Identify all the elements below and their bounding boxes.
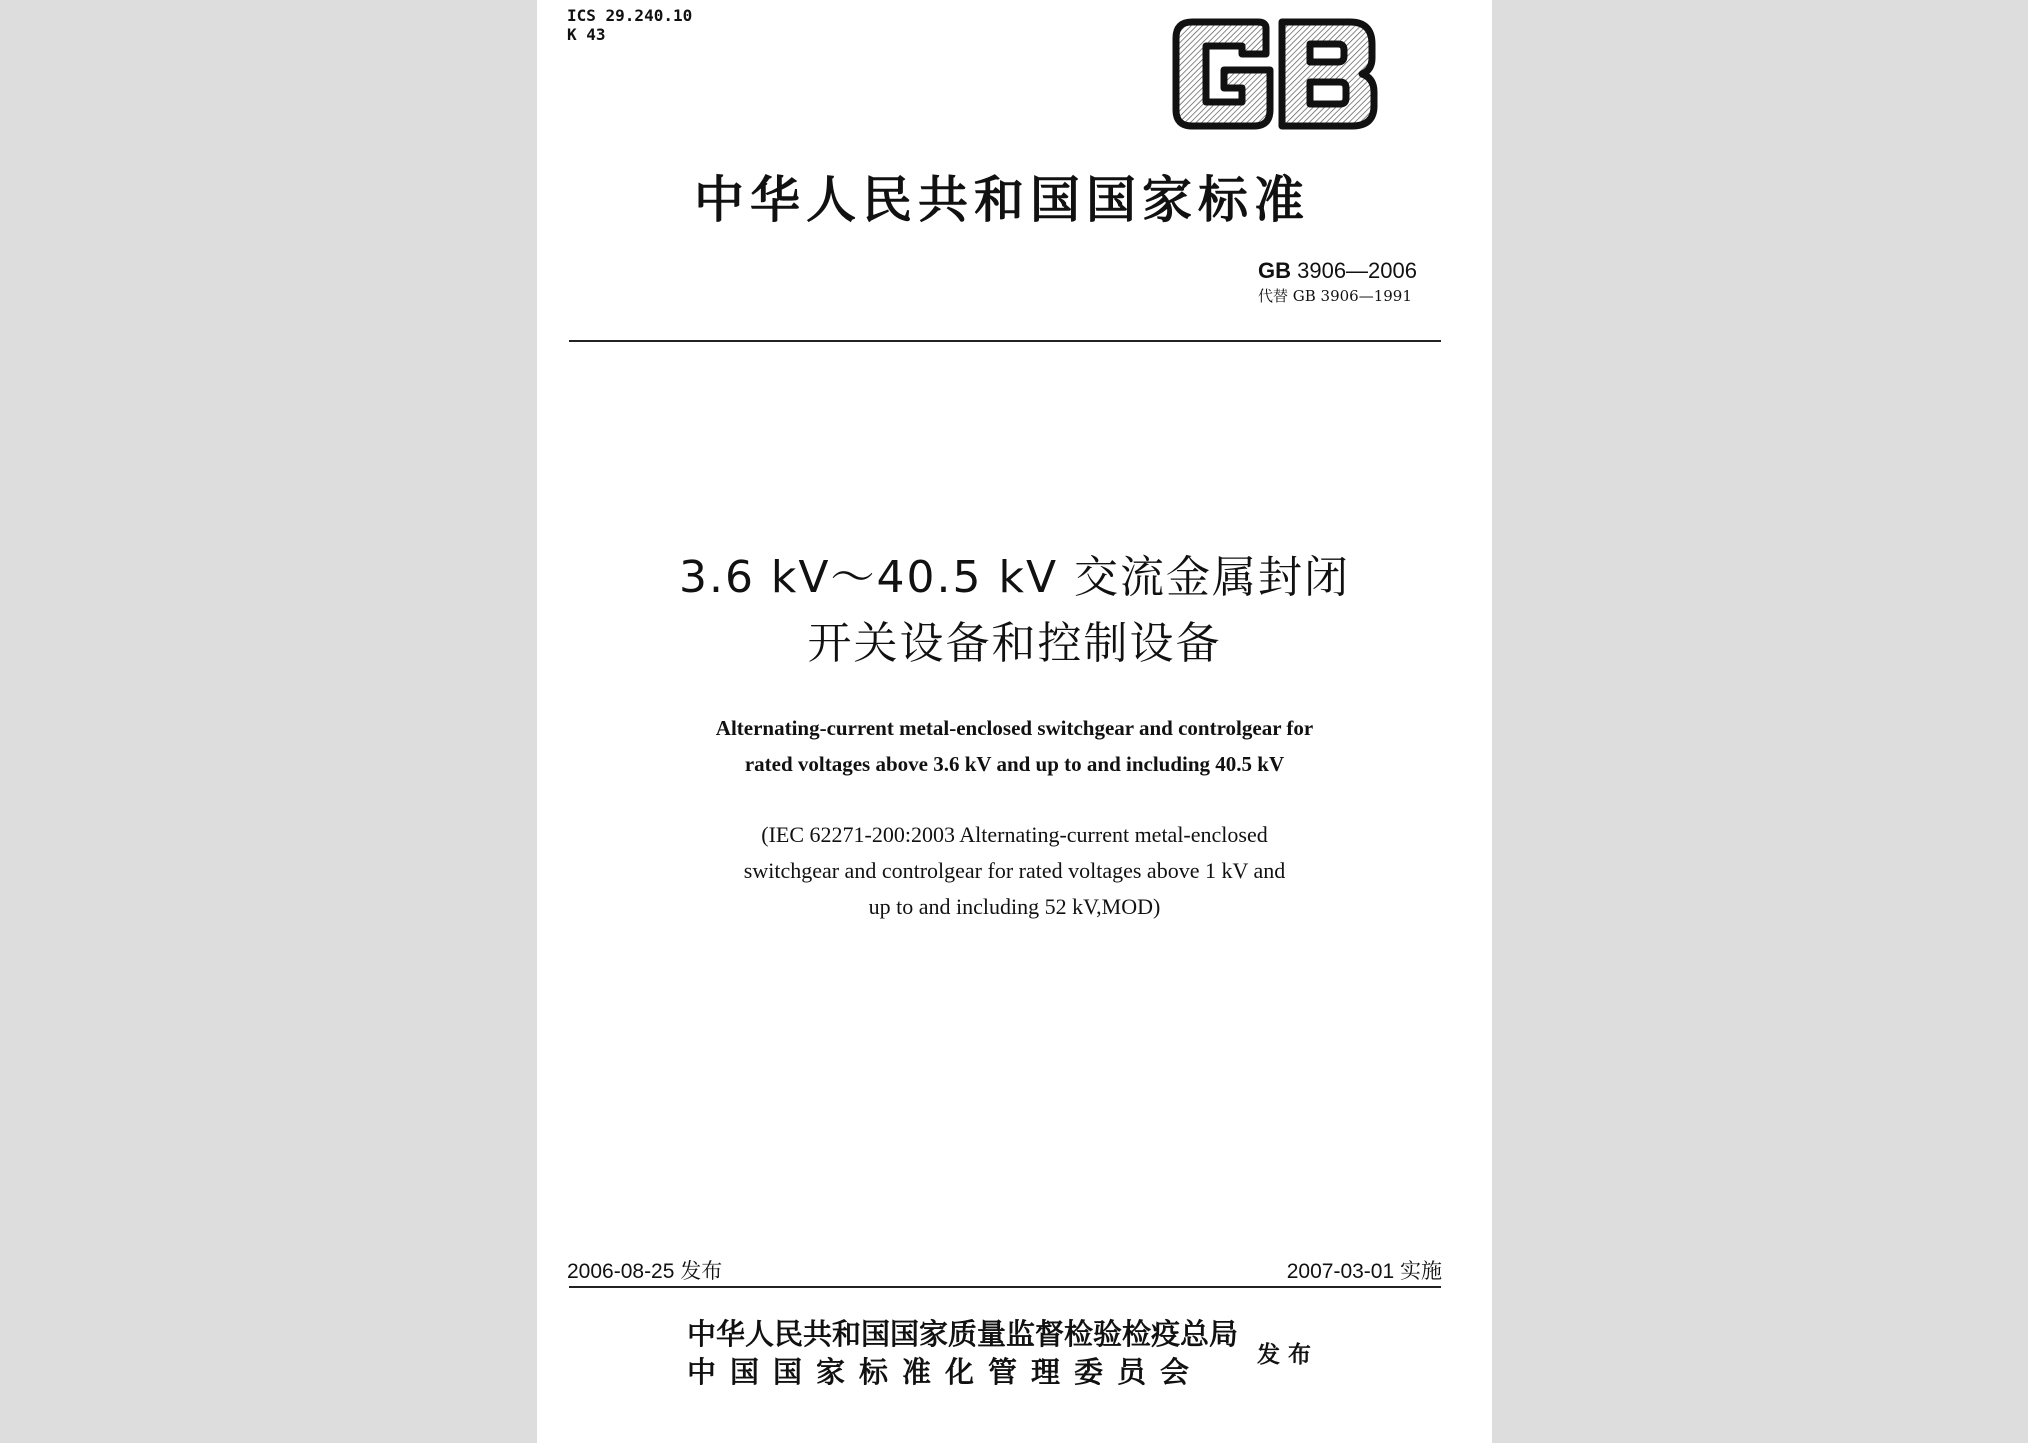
standard-number-value: 3906—2006	[1297, 258, 1417, 283]
english-title-line-2: rated voltages above 3.6 kV and up to and including 40.5 kV	[744, 752, 1285, 776]
standard-number	[1258, 258, 1417, 284]
standard-number-block	[1258, 258, 1417, 306]
iec-reference	[537, 817, 1492, 925]
standard-title: 中华人民共和国国家标准	[694, 171, 1310, 229]
iec-line-3: up to and including 52 kV,MOD)	[868, 894, 1161, 919]
issuer-line-2: 中国国家标准化管理委员会	[687, 1355, 1204, 1389]
iec-line-1: (IEC 62271-200:2003 Alternating-current metal-enclosed	[761, 822, 1268, 847]
iec-line-2: switchgear and controlgear for rated voltages above 1 kV and	[743, 858, 1286, 883]
standard-number-prefix: GB	[1257, 258, 1291, 283]
chinese-title-line-1: 3.6 kV～40.5 kV 交流金属封闭	[678, 552, 1351, 603]
issue-label: 发布	[1257, 1342, 1319, 1368]
bottom-divider	[569, 1286, 1441, 1288]
classification-codes	[567, 6, 692, 44]
gb-logo	[1170, 18, 1380, 130]
replaces-note: 代替 GB 3906—1991	[1257, 287, 1412, 305]
publish-date: 2006-08-25 发布	[567, 1260, 723, 1283]
chinese-title-line-2: 开关设备和控制设备	[807, 618, 1222, 669]
english-title-line-1: Alternating-current metal-enclosed switchgear and controlgear for	[715, 716, 1314, 740]
class-code: K 43	[567, 25, 606, 44]
english-title	[537, 710, 1492, 782]
top-divider	[569, 340, 1441, 342]
issuer-line-1: 中华人民共和国国家质量监督检验检疫总局	[687, 1317, 1239, 1351]
effective-date: 2007-03-01 实施	[1286, 1260, 1442, 1283]
document-page	[537, 0, 1492, 1443]
chinese-title	[537, 545, 1492, 677]
issuing-authorities	[687, 1315, 1238, 1391]
ics-code: ICS 29.240.10	[567, 6, 693, 25]
